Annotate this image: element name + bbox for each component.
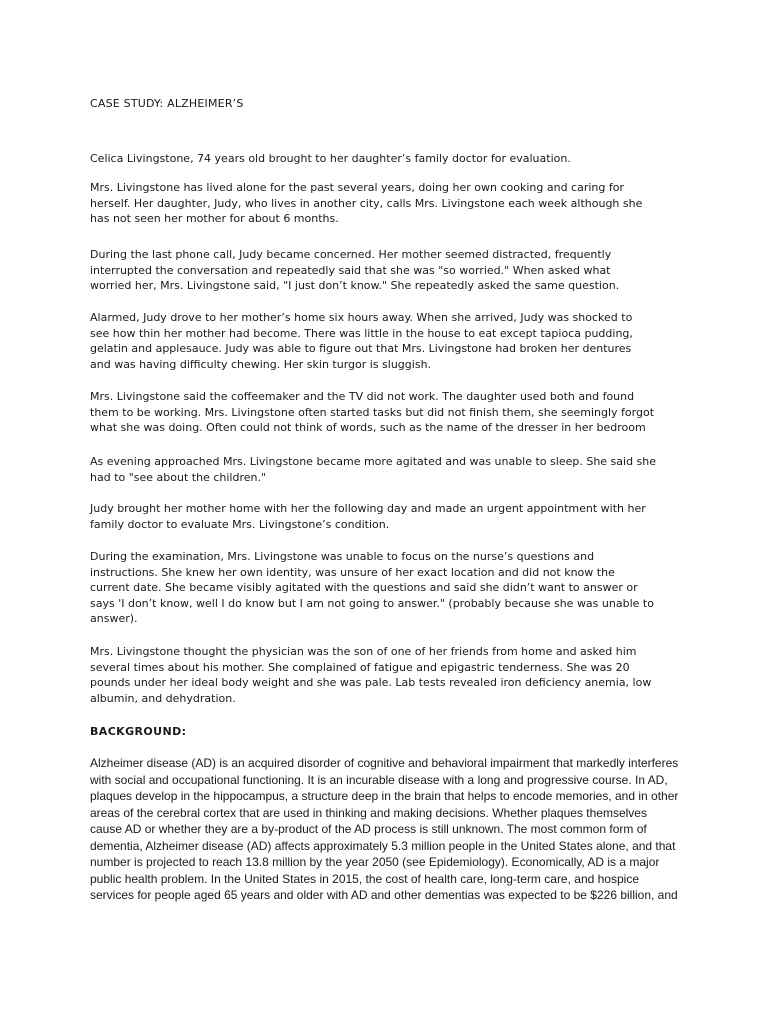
paragraph-visit: Alarmed, Judy drove to her mother’s home six hours away. When she arrived, Judy was shocked to see how thin her mother had become. There was little in the house to eat except tapioca pudding, gelatin and applesauce. Judy was able to figure out that Mrs. Livingstone had broken her dentures and was having difficulty chewing. Her skin turgor is sluggish. bbox=[90, 311, 633, 371]
paragraph-evening: As evening approached Mrs. Livingstone became more agitated and was unable to sleep. She said she had to "see about the children." bbox=[90, 455, 657, 484]
paragraph-intro: Celica Livingstone, 74 years old brought to her daughter’s family doctor for evaluation. bbox=[90, 152, 571, 165]
paragraph-physician: Mrs. Livingstone thought the physician was the son of one of her friends from home and asked him several times about his mother. She complained of fatigue and epigastric tenderness. She was 20 pounds under her ideal body weight and she was pale. Lab tests revealed iron deficiency anemia, low albumin, and dehydration. bbox=[90, 645, 652, 705]
paragraph-tasks: Mrs. Livingstone said the coffeemaker and the TV did not work. The daughter used both and found them to be working. Mrs. Livingstone often started tasks but did not finish them, she seemingly forgot what she was doing. Often could not think of words, such as the name of the dresser in her bedroom bbox=[90, 390, 655, 435]
background-paragraph: Alzheimer disease (AD) is an acquired disorder of cognitive and behavioral impairment that markedly interferes with social and occupational functioning. It is an incurable disease with a long and progressive course. In AD, plaques develop in the hippocampus, a structure deep in the brain that helps to encode memories, and in other areas of the cerebral cortex that are used in thinking and making decisions. Whether plaques themselves cause AD or whether they are a by-product of the AD process is still unknown. The most common form of dementia, Alzheimer disease (AD) affects approximately 5.3 million people in the United States alone, and that number is projected to reach 13.8 million by the year 2050 (see Epidemiology). Economically, AD is a major public health problem. In the United States in 2015, the cost of health care, long-term care, and hospice services for people aged 65 years and older with AD and other dementias was expected to be $226 billion, and bbox=[90, 756, 679, 902]
paragraph-living-alone: Mrs. Livingstone has lived alone for the past several years, doing her own cooking and caring for herself. Her daughter, Judy, who lives in another city, calls Mrs. Livingstone each week although she has not seen her mother for about 6 months. bbox=[90, 181, 643, 226]
document-title: CASE STUDY: ALZHEIMER’S bbox=[90, 97, 244, 110]
paragraph-phone-call: During the last phone call, Judy became concerned. Her mother seemed distracted, frequently interrupted the conversation and repeatedly said that she was "so worried." When asked what worried her, Mrs. Livingstone said, "I just don’t know." She repeatedly asked the same question. bbox=[90, 248, 620, 293]
paragraph-examination: During the examination, Mrs. Livingstone was unable to focus on the nurse’s questions and instructions. She knew her own identity, was unsure of her exact location and did not know the current date. She became visibly agitated with the questions and said she didn’t want to answer or says 'I don’t know, well I do know but I am not going to answer." (probably because she was unable to answer). bbox=[90, 550, 654, 626]
background-heading: BACKGROUND: bbox=[90, 725, 187, 738]
paragraph-appointment: Judy brought her mother home with her the following day and made an urgent appointment with her family doctor to evaluate Mrs. Livingstone’s condition. bbox=[90, 502, 646, 531]
